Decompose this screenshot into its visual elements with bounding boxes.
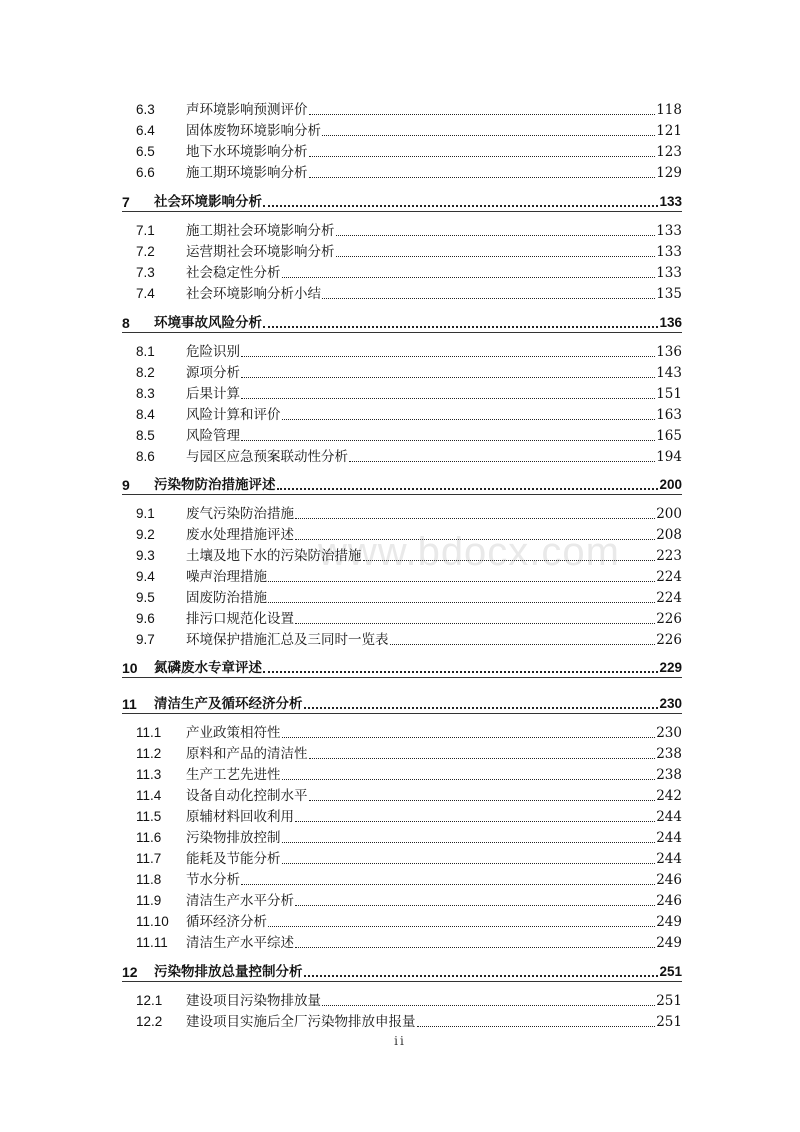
toc-entry-number: 7.4 bbox=[136, 286, 155, 301]
toc-entry[interactable] bbox=[136, 910, 682, 930]
toc-entry-page: 246 bbox=[656, 872, 682, 888]
toc-entry[interactable] bbox=[136, 98, 682, 118]
toc-chapter-page: 200 bbox=[659, 477, 682, 492]
toc-entry-page: 194 bbox=[656, 449, 682, 465]
toc-entry-number: 11.10 bbox=[136, 914, 169, 929]
toc-entry-number: 7.1 bbox=[136, 223, 155, 238]
toc-entry-title: 风险计算和评价 bbox=[186, 407, 281, 423]
toc-entry-number: 12.2 bbox=[136, 1014, 163, 1029]
dot-leader bbox=[336, 255, 656, 257]
toc-entry[interactable] bbox=[136, 403, 682, 423]
dot-leader bbox=[304, 706, 659, 709]
toc-chapter[interactable] bbox=[122, 960, 682, 980]
toc-entry[interactable] bbox=[136, 240, 682, 260]
toc-entry-number: 9.3 bbox=[136, 548, 155, 563]
toc-entry-page: 123 bbox=[656, 144, 682, 160]
toc-entry-page: 226 bbox=[656, 632, 682, 648]
toc-entry-page: 143 bbox=[656, 365, 682, 381]
toc-entry-number: 7.3 bbox=[136, 265, 155, 280]
toc-entry-page: 151 bbox=[656, 386, 682, 402]
dot-leader bbox=[263, 204, 658, 207]
dot-leader bbox=[309, 176, 656, 178]
toc-entry-title: 建设项目污染物排放量 bbox=[186, 993, 321, 1009]
chapter-divider bbox=[122, 332, 682, 333]
toc-entry-title: 后果计算 bbox=[186, 386, 240, 402]
toc-entry-title: 建设项目实施后全厂污染物排放申报量 bbox=[186, 1014, 416, 1030]
toc-entry-title: 社会稳定性分析 bbox=[186, 265, 281, 281]
chapter-divider bbox=[122, 981, 682, 982]
toc-entry-number: 11.4 bbox=[136, 788, 162, 803]
dot-leader bbox=[241, 355, 655, 357]
dot-leader bbox=[263, 670, 658, 673]
toc-entry-title: 危险识别 bbox=[186, 344, 240, 360]
dot-leader bbox=[295, 622, 655, 624]
toc-entry-page: 133 bbox=[656, 223, 682, 239]
dot-leader bbox=[390, 643, 656, 645]
dot-leader bbox=[268, 580, 655, 582]
toc-entry[interactable] bbox=[136, 784, 682, 804]
toc-entry-title: 社会环境影响分析小结 bbox=[186, 286, 321, 302]
dot-leader bbox=[277, 487, 659, 490]
toc-entry-number: 8.6 bbox=[136, 449, 155, 464]
toc-entry[interactable] bbox=[136, 1010, 682, 1030]
dot-leader bbox=[282, 418, 656, 420]
toc-chapter-title: 清洁生产及循环经济分析 bbox=[154, 696, 303, 712]
toc-entry-number: 8.4 bbox=[136, 407, 155, 422]
dot-leader bbox=[309, 113, 656, 115]
toc-entry-number: 8.1 bbox=[136, 344, 155, 359]
toc-entry-page: 118 bbox=[656, 102, 682, 118]
toc-entry-page: 230 bbox=[656, 725, 682, 741]
toc-chapter-number: 11 bbox=[122, 696, 137, 712]
toc-entry[interactable] bbox=[136, 742, 682, 762]
toc-entry-number: 11.9 bbox=[136, 893, 162, 908]
toc-entry-title: 清洁生产水平分析 bbox=[186, 893, 294, 909]
dot-leader bbox=[309, 799, 656, 801]
toc-chapter-title: 污染物防治措施评述 bbox=[154, 477, 276, 493]
dot-leader bbox=[282, 862, 656, 864]
toc-entry[interactable] bbox=[136, 607, 682, 627]
toc-chapter-title: 氮磷废水专章评述 bbox=[154, 660, 262, 676]
toc-entry[interactable] bbox=[136, 628, 682, 648]
toc-entry-title: 运营期社会环境影响分析 bbox=[186, 244, 335, 260]
chapter-divider bbox=[122, 713, 682, 714]
dot-leader bbox=[322, 1004, 655, 1006]
toc-entry-number: 6.3 bbox=[136, 102, 155, 117]
watermark: www.bdocx.com bbox=[318, 530, 620, 574]
toc-entry-title: 节水分析 bbox=[186, 872, 240, 888]
dot-leader bbox=[282, 276, 656, 278]
toc-entry-title: 源项分析 bbox=[186, 365, 240, 381]
toc-entry[interactable] bbox=[136, 889, 682, 909]
dot-leader bbox=[268, 601, 655, 603]
toc-entry-page: 224 bbox=[656, 590, 682, 606]
dot-leader bbox=[241, 397, 655, 399]
toc-chapter-title: 污染物排放总量控制分析 bbox=[154, 964, 303, 980]
toc-entry-number: 8.2 bbox=[136, 365, 155, 380]
dot-leader bbox=[295, 946, 655, 948]
toc-entry-title: 风险管理 bbox=[186, 428, 240, 444]
toc-chapter-number: 7 bbox=[122, 194, 130, 210]
chapter-divider bbox=[122, 211, 682, 212]
toc-entry-page: 238 bbox=[656, 767, 682, 783]
toc-entry-title: 施工期环境影响分析 bbox=[186, 165, 308, 181]
toc-entry-page: 133 bbox=[656, 244, 682, 260]
toc-entry-title: 生产工艺先进性 bbox=[186, 767, 281, 783]
toc-entry-title: 与园区应急预案联动性分析 bbox=[186, 449, 348, 465]
toc-entry-number: 6.4 bbox=[136, 123, 155, 138]
toc-chapter-number: 8 bbox=[122, 315, 130, 331]
toc-entry[interactable] bbox=[136, 219, 682, 239]
page-number: ii bbox=[394, 1034, 406, 1048]
toc-chapter[interactable] bbox=[122, 473, 682, 493]
toc-entry-page: 129 bbox=[656, 165, 682, 181]
toc-chapter-title: 环境事故风险分析 bbox=[154, 315, 262, 331]
toc-entry-title: 设备自动化控制水平 bbox=[186, 788, 308, 804]
toc-entry-title: 污染物排放控制 bbox=[186, 830, 281, 846]
toc-entry-number: 11.3 bbox=[136, 767, 162, 782]
toc-entry[interactable] bbox=[136, 763, 682, 783]
toc-chapter-title: 社会环境影响分析 bbox=[154, 194, 262, 210]
dot-leader bbox=[322, 134, 655, 136]
toc-chapter-number: 9 bbox=[122, 477, 130, 493]
toc-entry-page: 244 bbox=[656, 830, 682, 846]
toc-entry-title: 噪声治理措施 bbox=[186, 569, 267, 585]
dot-leader bbox=[304, 974, 659, 977]
dot-leader bbox=[282, 778, 656, 780]
toc-entry-number: 9.1 bbox=[136, 506, 155, 521]
toc-entry-page: 133 bbox=[656, 265, 682, 281]
toc-entry-title: 固废防治措施 bbox=[186, 590, 267, 606]
toc-entry-page: 226 bbox=[656, 611, 682, 627]
toc-entry[interactable] bbox=[136, 119, 682, 139]
toc-entry-title: 废水处理措施评述 bbox=[186, 527, 294, 543]
toc-entry-title: 清洁生产水平综述 bbox=[186, 935, 294, 951]
toc-entry-number: 11.2 bbox=[136, 746, 162, 761]
toc-chapter[interactable] bbox=[122, 692, 682, 712]
toc-entry-number: 8.5 bbox=[136, 428, 155, 443]
dot-leader bbox=[241, 439, 655, 441]
toc-entry-title: 排污口规范化设置 bbox=[186, 611, 294, 627]
toc-entry-page: 249 bbox=[656, 914, 682, 930]
dot-leader bbox=[295, 904, 655, 906]
dot-leader bbox=[322, 297, 655, 299]
toc-entry-page: 165 bbox=[656, 428, 682, 444]
toc-entry-title: 循环经济分析 bbox=[186, 914, 267, 930]
dot-leader bbox=[241, 376, 655, 378]
toc-entry-page: 251 bbox=[656, 993, 682, 1009]
toc-entry[interactable] bbox=[136, 931, 682, 951]
toc-entry-number: 9.2 bbox=[136, 527, 155, 542]
toc-entry-page: 136 bbox=[656, 344, 682, 360]
toc-entry-page: 223 bbox=[656, 548, 682, 564]
toc-entry-number: 11.7 bbox=[136, 851, 162, 866]
toc-entry-title: 地下水环境影响分析 bbox=[186, 144, 308, 160]
dot-leader bbox=[295, 517, 655, 519]
toc-entry-number: 11.11 bbox=[136, 935, 168, 950]
dot-leader bbox=[241, 883, 655, 885]
toc-entry-number: 9.5 bbox=[136, 590, 155, 605]
toc-entry-number: 12.1 bbox=[136, 993, 163, 1008]
toc-entry-page: 251 bbox=[656, 1014, 682, 1030]
toc-entry-title: 废气污染防治措施 bbox=[186, 506, 294, 522]
toc-entry[interactable] bbox=[136, 989, 682, 1009]
toc-entry-number: 11.8 bbox=[136, 872, 162, 887]
toc-entry-page: 163 bbox=[656, 407, 682, 423]
toc-chapter[interactable] bbox=[122, 656, 682, 676]
toc-chapter[interactable] bbox=[122, 190, 682, 210]
dot-leader bbox=[336, 234, 656, 236]
toc-entry[interactable] bbox=[136, 282, 682, 302]
toc-entry-page: 242 bbox=[656, 788, 682, 804]
toc-entry-number: 11.5 bbox=[136, 809, 162, 824]
toc-entry-number: 9.6 bbox=[136, 611, 155, 626]
chapter-divider bbox=[122, 677, 682, 678]
toc-entry-title: 声环境影响预测评价 bbox=[186, 102, 308, 118]
toc-entry-page: 249 bbox=[656, 935, 682, 951]
toc-chapter-number: 10 bbox=[122, 660, 138, 676]
toc-entry-number: 6.6 bbox=[136, 165, 155, 180]
toc-entry-page: 121 bbox=[656, 123, 682, 139]
toc-entry-title: 产业政策相符性 bbox=[186, 725, 281, 741]
toc-entry[interactable] bbox=[136, 502, 682, 522]
toc-entry[interactable] bbox=[136, 161, 682, 181]
toc-entry-title: 能耗及节能分析 bbox=[186, 851, 281, 867]
toc-entry[interactable] bbox=[136, 847, 682, 867]
toc-entry-number: 11.6 bbox=[136, 830, 162, 845]
toc-entry[interactable] bbox=[136, 424, 682, 444]
chapter-divider bbox=[122, 494, 682, 495]
dot-leader bbox=[349, 460, 655, 462]
toc-entry[interactable] bbox=[136, 382, 682, 402]
toc-entry-title: 土壤及地下水的污染防治措施 bbox=[186, 548, 362, 564]
toc-chapter-number: 12 bbox=[122, 964, 138, 980]
toc-entry-page: 238 bbox=[656, 746, 682, 762]
toc-entry[interactable] bbox=[136, 868, 682, 888]
toc-entry-page: 200 bbox=[656, 506, 682, 522]
dot-leader bbox=[282, 841, 656, 843]
dot-leader bbox=[263, 325, 658, 328]
toc-entry-page: 208 bbox=[656, 527, 682, 543]
toc-entry[interactable] bbox=[136, 445, 682, 465]
toc-entry-number: 6.5 bbox=[136, 144, 155, 159]
toc-entry-title: 原料和产品的清洁性 bbox=[186, 746, 308, 762]
toc-entry-title: 固体废物环境影响分析 bbox=[186, 123, 321, 139]
toc-entry-page: 246 bbox=[656, 893, 682, 909]
toc-entry-page: 244 bbox=[656, 851, 682, 867]
toc-entry[interactable] bbox=[136, 140, 682, 160]
toc-chapter-page: 251 bbox=[659, 964, 682, 979]
toc-entry-page: 135 bbox=[656, 286, 682, 302]
toc-entry[interactable] bbox=[136, 340, 682, 360]
toc-entry[interactable] bbox=[136, 261, 682, 281]
dot-leader bbox=[295, 820, 655, 822]
dot-leader bbox=[309, 757, 656, 759]
dot-leader bbox=[417, 1025, 656, 1027]
dot-leader bbox=[309, 155, 656, 157]
toc-entry-number: 7.2 bbox=[136, 244, 155, 259]
toc-entry-number: 9.7 bbox=[136, 632, 155, 647]
toc-entry-number: 8.3 bbox=[136, 386, 155, 401]
toc-entry-number: 11.1 bbox=[136, 725, 162, 740]
toc-chapter-page: 136 bbox=[659, 315, 682, 330]
toc-entry-title: 环境保护措施汇总及三同时一览表 bbox=[186, 632, 389, 648]
toc-chapter-page: 229 bbox=[659, 660, 682, 675]
toc-entry[interactable] bbox=[136, 361, 682, 381]
toc-chapter-page: 230 bbox=[659, 696, 682, 711]
toc-chapter-page: 133 bbox=[659, 194, 682, 209]
toc-entry[interactable] bbox=[136, 826, 682, 846]
toc-entry-title: 原辅材料回收利用 bbox=[186, 809, 294, 825]
dot-leader bbox=[268, 925, 655, 927]
toc-entry[interactable] bbox=[136, 721, 682, 741]
toc-entry[interactable] bbox=[136, 805, 682, 825]
toc-entry-page: 224 bbox=[656, 569, 682, 585]
toc-entry-title: 施工期社会环境影响分析 bbox=[186, 223, 335, 239]
toc-chapter[interactable] bbox=[122, 311, 682, 331]
toc-entry-page: 244 bbox=[656, 809, 682, 825]
dot-leader bbox=[282, 736, 656, 738]
toc-entry[interactable] bbox=[136, 586, 682, 606]
toc-entry-number: 9.4 bbox=[136, 569, 155, 584]
